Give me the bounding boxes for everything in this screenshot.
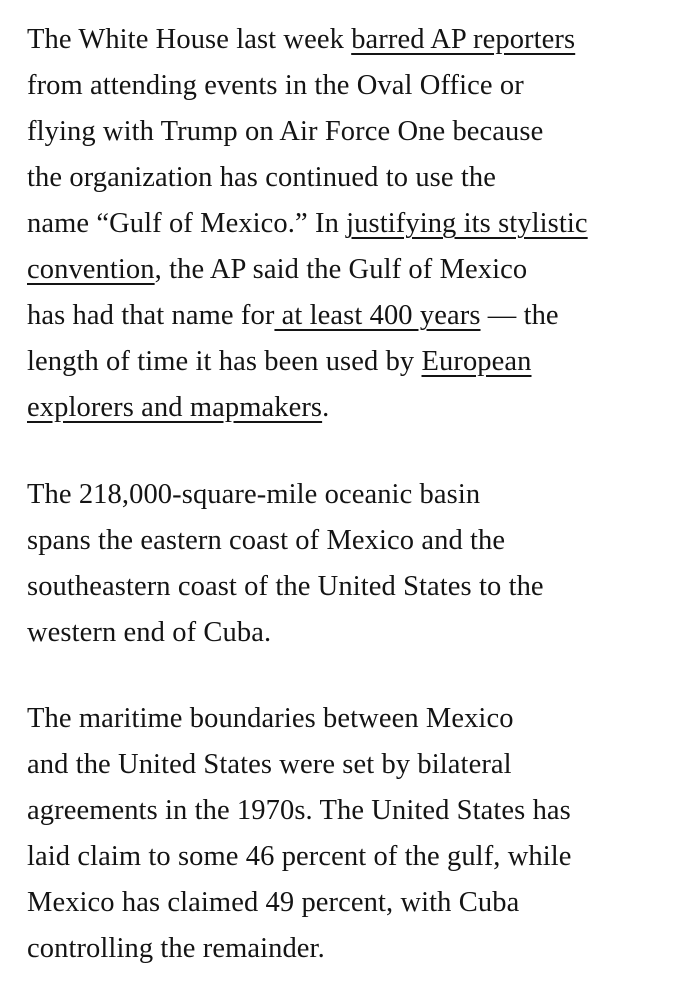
text-line: laid claim to some 46 percent of the gulf, while: [27, 841, 572, 872]
text-line: [27, 201, 667, 247]
link-barred-ap-reporters[interactable]: barred AP reporters: [351, 24, 576, 55]
text-span: — the: [480, 300, 559, 331]
text-line: The maritime boundaries between Mexico: [27, 703, 514, 734]
text-line: [27, 17, 667, 63]
paragraph-spacer: [27, 656, 667, 696]
link-european-explorers-cont[interactable]: explorers and mapmakers: [27, 392, 323, 423]
text-line: The 218,000-square-mile oceanic basin: [27, 479, 481, 510]
article-body: [27, 17, 667, 972]
paragraph-2: [27, 472, 667, 656]
text-line: [27, 385, 667, 431]
text-line: and the United States were set by bilateral: [27, 749, 512, 780]
text-span: has had that name for: [27, 300, 275, 331]
text-line: western end of Cuba.: [27, 617, 272, 648]
paragraph-3: [27, 696, 667, 972]
text-line: [27, 339, 667, 385]
text-line: Mexico has claimed 49 percent, with Cuba: [27, 887, 520, 918]
text-line: flying with Trump on Air Force One because: [27, 116, 544, 147]
link-european-explorers[interactable]: European: [421, 346, 532, 377]
text-span: name “Gulf of Mexico.” In: [27, 208, 347, 239]
text-line: the organization has continued to use the: [27, 162, 496, 193]
link-at-least-400-years[interactable]: at least 400 years: [274, 300, 481, 331]
text-line: [27, 247, 667, 293]
paragraph-1: [27, 17, 667, 431]
text-line: spans the eastern coast of Mexico and the: [27, 525, 506, 556]
text-span: The White House last week: [27, 24, 352, 55]
text-line: from attending events in the Oval Office or: [27, 70, 524, 101]
text-span: , the AP said the Gulf of Mexico: [154, 254, 528, 285]
link-justifying-stylistic-convention[interactable]: justifying its stylistic: [346, 208, 588, 239]
link-justifying-stylistic-convention-cont[interactable]: convention: [27, 254, 155, 285]
paragraph-spacer: [27, 431, 667, 472]
text-span: .: [322, 392, 330, 423]
text-span: length of time it has been used by: [27, 346, 422, 377]
text-line: southeastern coast of the United States to the: [27, 571, 544, 602]
text-line: controlling the remainder.: [27, 933, 325, 964]
text-line: [27, 293, 667, 339]
text-line: agreements in the 1970s. The United States has: [27, 795, 571, 826]
